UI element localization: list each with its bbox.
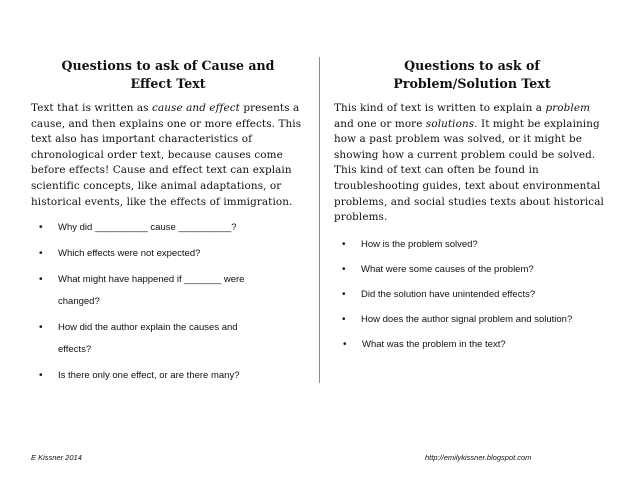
footer-author: E Kissner 2014 <box>31 453 82 462</box>
question-line2: changed? <box>58 296 100 308</box>
question-item <box>31 274 305 308</box>
intro-emphasis: cause and effect <box>152 102 240 114</box>
intro-text: This kind of text is written to explain a <box>334 102 546 114</box>
question-item: • Why did __________ cause __________? <box>31 222 305 234</box>
problem-solution-intro <box>334 101 610 226</box>
question-item: • What was the problem in the text? <box>334 339 610 350</box>
question-line1: What might have happened if _______ were <box>58 274 245 286</box>
intro-text: . It might be explaining how a past problem was solved, or it might be showing how a current problem could be solved. This kind of text can often be found in troubleshooting guides, text about environmental problems, and social studies texts about historical problems. <box>334 117 604 224</box>
intro-text: presents a cause, and then explains one or more effects. This text also has important characteristics of chronological order text, because causes come before effects! Cause and effect text can explain scientific concepts, like animal adaptations, or historical events, like the effects of immigration. <box>31 102 302 208</box>
intro-emphasis: problem <box>545 102 591 114</box>
question-line2: effects? <box>58 344 92 356</box>
question-item: • What were some causes of the problem? <box>334 264 610 275</box>
question-item: • How does the author signal problem and solution? <box>334 314 610 325</box>
cause-effect-intro <box>31 101 305 210</box>
question-item <box>31 322 305 356</box>
problem-solution-questions <box>334 239 610 350</box>
intro-text: and one or more <box>334 117 426 130</box>
problem-solution-title: Questions to ask of Problem/Solution Text <box>393 58 551 91</box>
question-item: • Is there only one effect, or are there many? <box>31 370 305 382</box>
question-item: • Which effects were not expected? <box>31 248 305 260</box>
question-item: • Did the solution have unintended effects? <box>334 289 610 300</box>
problem-solution-title-line2: Problem/Solution Text <box>393 76 551 91</box>
problem-solution-column <box>334 57 610 364</box>
cause-effect-column <box>31 57 305 396</box>
footer-url: http://emilykissner.blogspot.com <box>425 453 532 462</box>
intro-text: Text that is written as <box>31 102 153 114</box>
question-line1: How did the author explain the causes and <box>58 322 238 334</box>
cause-effect-title: Questions to ask of Cause and Effect Text <box>61 58 275 91</box>
intro-emphasis: solutions <box>425 117 475 130</box>
cause-effect-title-line2: Effect Text <box>130 76 206 91</box>
cause-effect-questions <box>31 222 305 382</box>
question-item: • How is the problem solved? <box>334 239 610 250</box>
column-divider <box>319 57 320 383</box>
